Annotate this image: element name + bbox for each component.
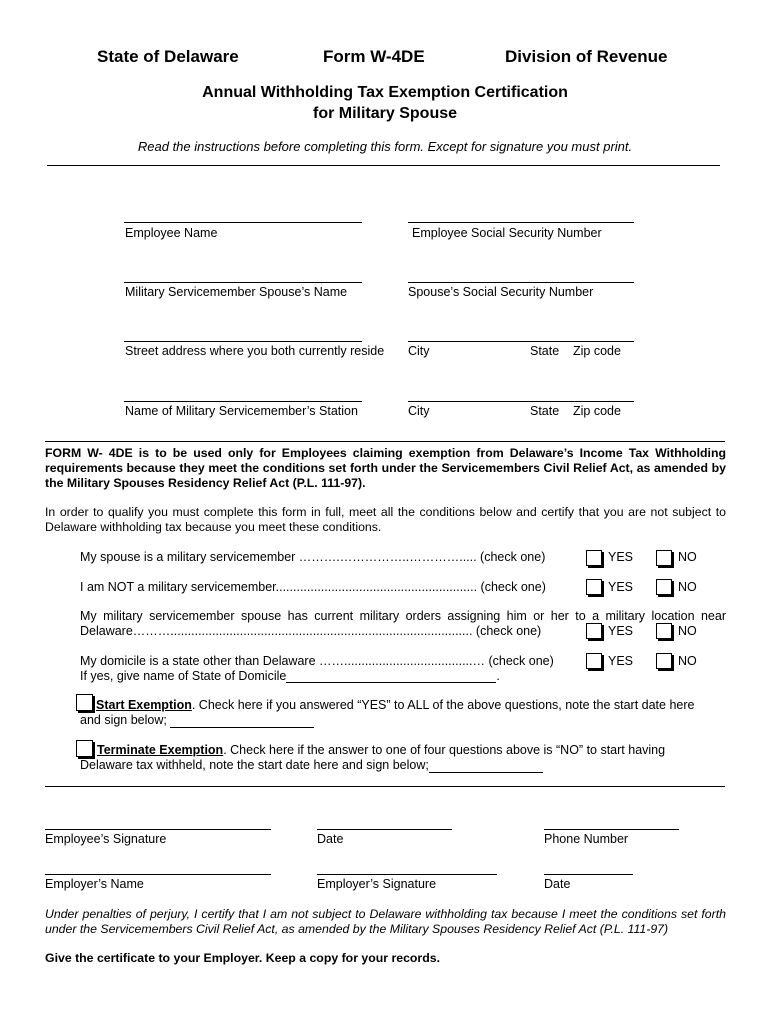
q4-no-checkbox[interactable] — [656, 653, 672, 669]
qualify-text: In order to qualify you must complete this form in full, meet all the conditions below and certify that you are not subject to Delaware withholding tax because you meet these conditions. — [45, 505, 726, 534]
state-label-2: State — [530, 404, 560, 418]
employee-name-label: Employee Name — [125, 226, 218, 240]
header-divider — [47, 165, 720, 166]
zip-label-2: Zip code — [573, 404, 621, 418]
terminate-exemption-title: Terminate Exemption — [97, 743, 224, 757]
q1-no-checkbox[interactable] — [656, 550, 672, 566]
terminate-date-field[interactable] — [429, 760, 543, 773]
city-state-zip-field-1[interactable] — [408, 341, 634, 342]
start-exemption-line1 — [96, 698, 726, 713]
q4-yes-label: YES — [608, 654, 634, 668]
perjury-statement: Under penalties of perjury, I certify that I am not subject to Delaware withholding tax because I meet the conditions set forth under the Servicemembers Civil Relief Act, as amended by the Military Spouses Residency Relief Act (P.L. 111-97) — [45, 907, 726, 936]
spouse-name-field[interactable] — [124, 282, 362, 283]
instructions-text: Read the instructions before completing this form. Except for signature you must print. — [137, 139, 633, 154]
q3-yes-label: YES — [608, 624, 634, 638]
q2-no-label: NO — [678, 580, 697, 594]
employer-signature-field[interactable] — [317, 874, 497, 875]
start-exemption-title: Start Exemption — [96, 698, 192, 712]
start-exemption-text2: and sign below; — [80, 713, 167, 727]
start-exemption-line2 — [80, 713, 314, 728]
terminate-exemption-line2 — [80, 758, 543, 773]
city-state-zip-field-2[interactable] — [408, 401, 634, 402]
date-field-2[interactable] — [544, 874, 633, 875]
q4-yes-checkbox[interactable] — [586, 653, 602, 669]
division-heading: Division of Revenue — [505, 47, 668, 66]
employee-name-field[interactable] — [124, 222, 362, 223]
terminate-exemption-checkbox[interactable] — [76, 740, 93, 757]
q3-yes-checkbox[interactable] — [586, 623, 602, 639]
domicile-state-field[interactable] — [286, 670, 496, 683]
city-label-2: City — [408, 404, 430, 418]
street-address-field[interactable] — [124, 341, 362, 342]
question-1: My spouse is a military servicemember ……….……………..…………..... (check one) — [80, 550, 546, 564]
question-2: I am NOT a military servicemember.......................................................... (check one) — [80, 580, 546, 594]
q1-yes-label: YES — [608, 550, 634, 564]
employee-ssn-label: Employee Social Security Number — [412, 226, 602, 240]
date-label-2: Date — [544, 877, 571, 891]
q1-no-label: NO — [678, 550, 697, 564]
phone-field[interactable] — [544, 829, 679, 830]
station-name-label: Name of Military Servicemember’s Station — [125, 404, 358, 418]
q2-yes-checkbox[interactable] — [586, 579, 602, 595]
q1-yes-checkbox[interactable] — [586, 550, 602, 566]
q3-no-label: NO — [678, 624, 697, 638]
city-label-1: City — [408, 344, 430, 358]
employee-ssn-field[interactable] — [408, 222, 634, 223]
zip-label-1: Zip code — [573, 344, 621, 358]
domicile-row: If yes, give name of State of Domicile . — [80, 669, 500, 683]
domicile-label: If yes, give name of State of Domicile — [80, 669, 287, 683]
spouse-ssn-field[interactable] — [408, 282, 634, 283]
signature-divider — [45, 786, 725, 787]
date-label-1: Date — [317, 832, 344, 846]
give-certificate-text: Give the certificate to your Employer. Keep a copy for your records. — [45, 951, 440, 965]
start-exemption-checkbox[interactable] — [76, 694, 93, 711]
station-name-field[interactable] — [124, 401, 362, 402]
notice-text: FORM W- 4DE is to be used only for Employees claiming exemption from Delaware’s Income Tax Withholding requirements because they meet the conditions set forth under the Servicemembers Civil Relief Act, as amended by the Military Spouses Residency Relief Act (P.L. 111-97). — [45, 446, 726, 490]
employee-signature-field[interactable] — [45, 829, 271, 830]
employer-name-label: Employer’s Name — [45, 877, 144, 891]
question-3-line1: My military servicemember spouse has current military orders assigning him or her to a military location near — [80, 609, 726, 623]
start-date-field[interactable] — [170, 715, 314, 728]
terminate-exemption-text: . Check here if the answer to one of four questions above is “NO” to start having — [223, 743, 666, 757]
employer-name-field[interactable] — [45, 874, 271, 875]
start-exemption-text: . Check here if you answered “YES” to ALL of the above questions, note the start date here — [191, 698, 695, 712]
employer-signature-label: Employer’s Signature — [317, 877, 437, 891]
employee-signature-label: Employee’s Signature — [45, 832, 167, 846]
q2-no-checkbox[interactable] — [656, 579, 672, 595]
state-heading: State of Delaware — [97, 47, 239, 66]
date-field-1[interactable] — [317, 829, 452, 830]
state-label-1: State — [530, 344, 560, 358]
question-3-line2: Delaware………....................................................................................... (check one) — [80, 624, 542, 638]
notice-divider — [45, 441, 725, 442]
terminate-exemption-text2: Delaware tax withheld, note the start date here and sign below; — [80, 758, 429, 772]
street-address-label: Street address where you both currently reside — [125, 344, 385, 358]
phone-label: Phone Number — [544, 832, 629, 846]
form-heading: Form W-4DE — [323, 47, 425, 66]
q2-yes-label: YES — [608, 580, 634, 594]
terminate-exemption-line1 — [97, 743, 727, 758]
q3-no-checkbox[interactable] — [656, 623, 672, 639]
q4-no-label: NO — [678, 654, 697, 668]
form-title-line1: Annual Withholding Tax Exemption Certification — [202, 84, 568, 101]
question-4: My domicile is a state other than Delaware …….....................................… (check one) — [80, 654, 554, 668]
spouse-name-label: Military Servicemember Spouse’s Name — [125, 285, 348, 299]
spouse-ssn-label: Spouse’s Social Security Number — [408, 285, 594, 299]
form-title-line2: for Military Spouse — [312, 105, 458, 122]
